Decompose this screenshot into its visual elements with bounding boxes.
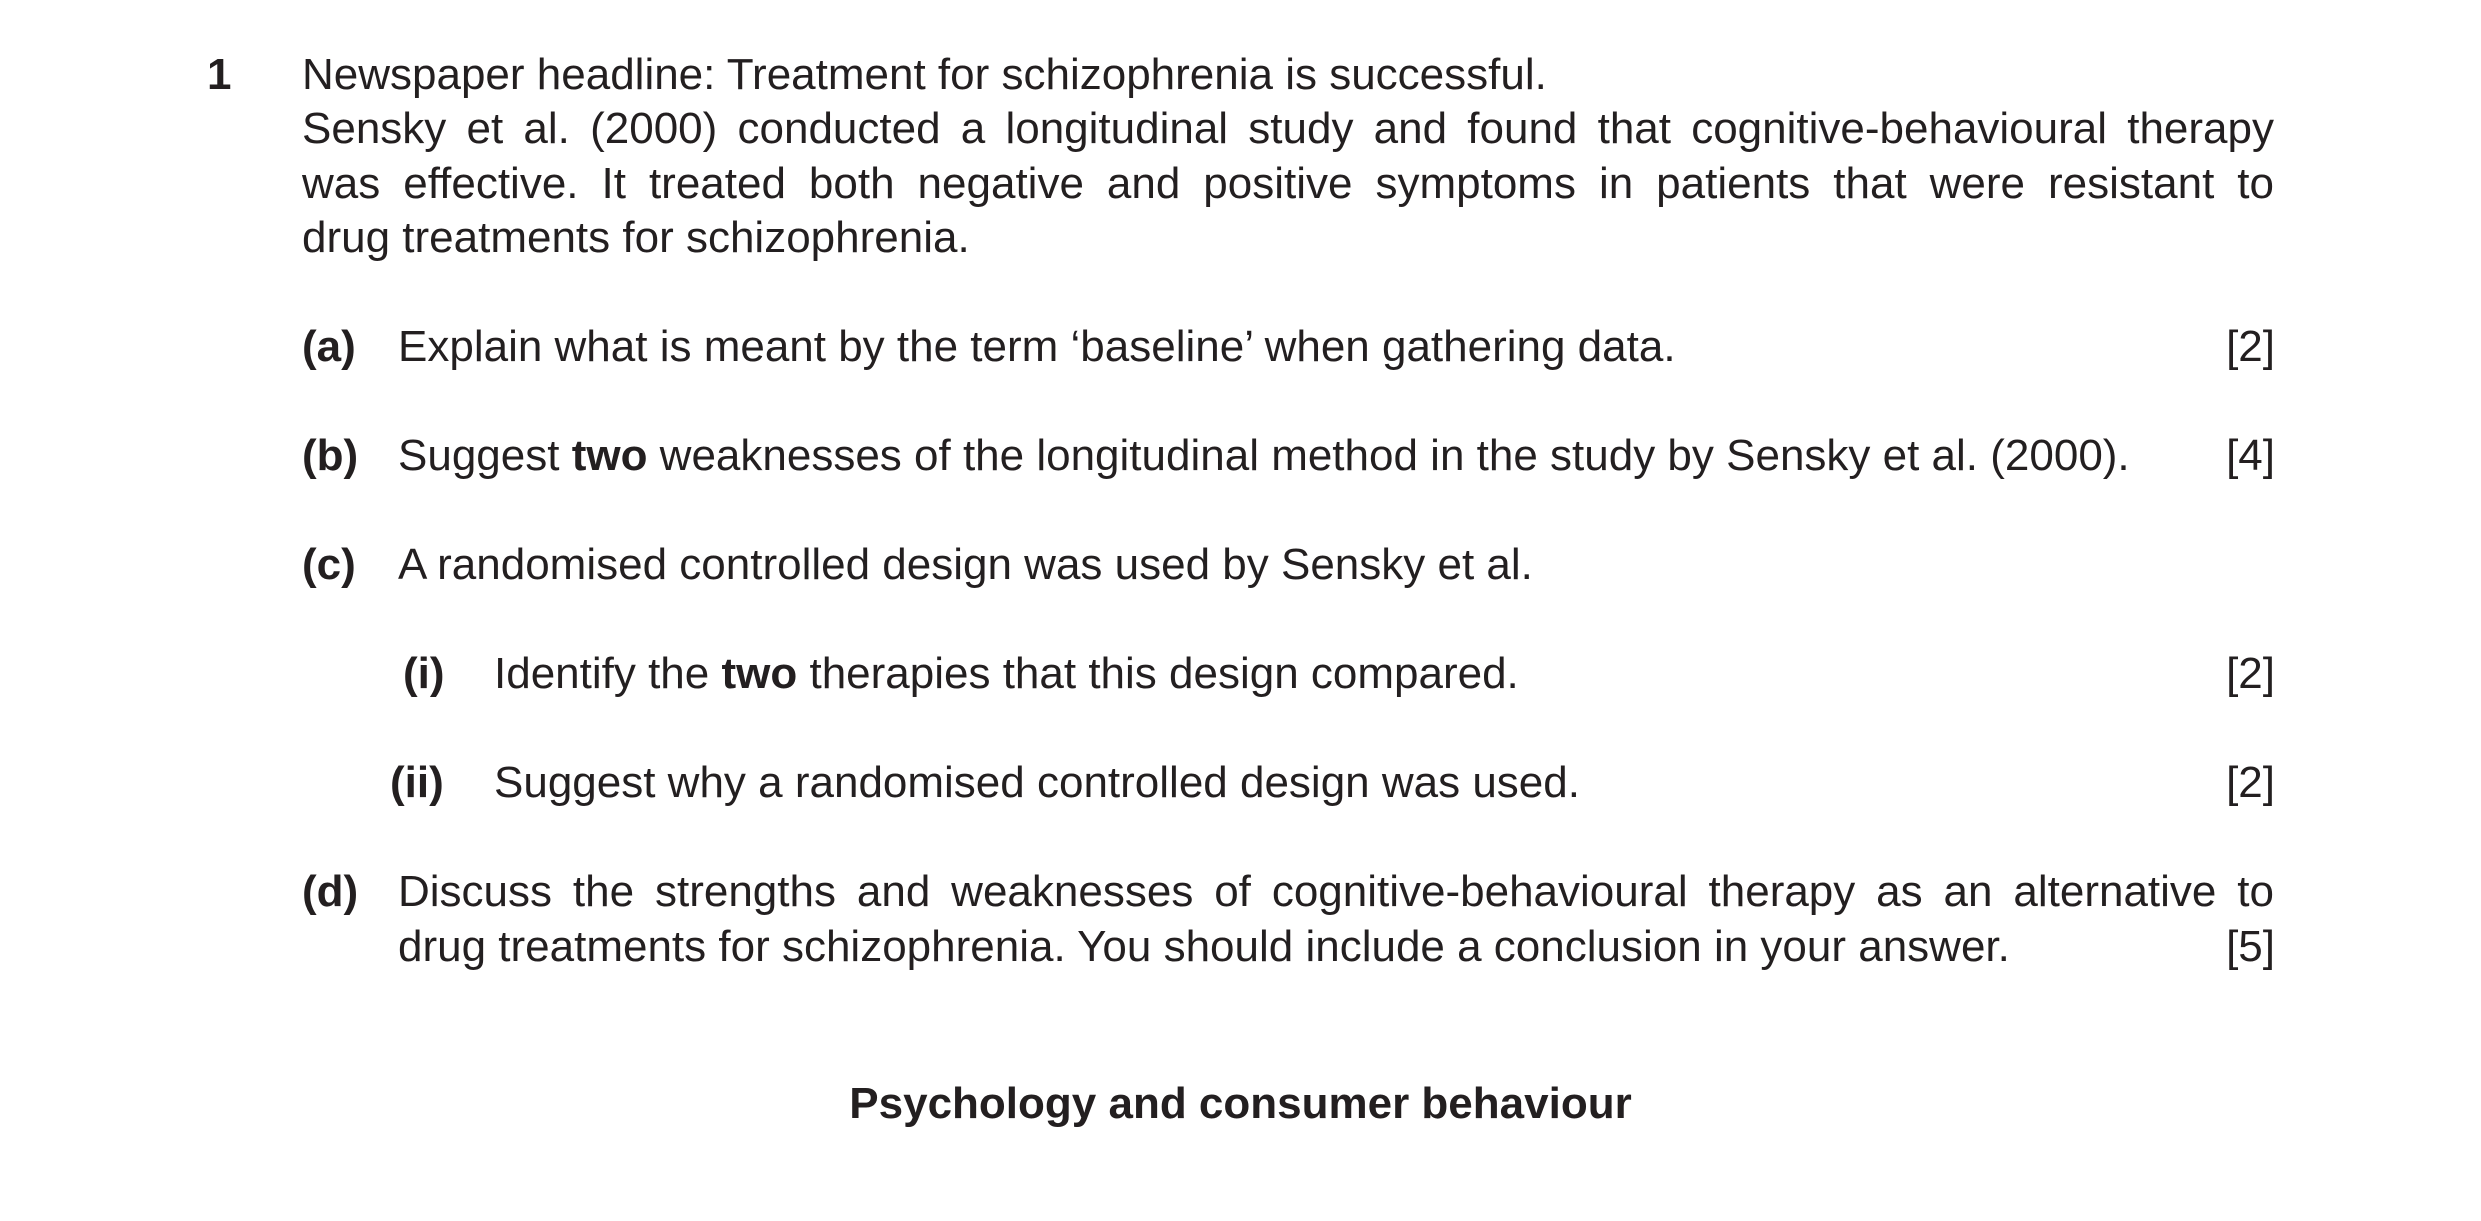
part-d-line-2: drug treatments for schizophrenia. You should include a conclusion in your answer. [398, 922, 2010, 971]
part-c-ii-label: (ii) [390, 758, 444, 807]
part-c-ii-marks: [2] [2226, 758, 2275, 807]
part-d-label: (d) [302, 867, 359, 916]
part-c-ii-text: Suggest why a randomised controlled design was used. [494, 758, 1580, 807]
part-c-i-text-after: therapies that this design compared. [797, 649, 1519, 698]
part-c-text: A randomised controlled design was used by Sensky et al. [398, 540, 1533, 589]
question-number: 1 [207, 50, 232, 99]
part-b-marks: [4] [2226, 431, 2275, 480]
part-b-text-bold: two [571, 431, 648, 480]
part-d-line-1: Discuss the strengths and weaknesses of cognitive-behavioural therapy as an alternative to [398, 867, 2274, 916]
part-c-i-text [494, 647, 1519, 701]
part-c-i-marks: [2] [2226, 649, 2275, 698]
part-c-label: (c) [302, 540, 356, 589]
part-c-i-text-before: Identify the [494, 649, 722, 698]
part-a-label: (a) [302, 322, 356, 371]
section-title: Psychology and consumer behaviour [849, 1079, 1632, 1128]
part-b-text-before: Suggest [398, 431, 572, 480]
stem-line-4: drug treatments for schizophrenia. [302, 213, 970, 262]
part-a-marks: [2] [2226, 322, 2275, 371]
part-b-text-after: weaknesses of the longitudinal method in the study by Sensky et al. (2000). [647, 431, 2130, 480]
stem-line-3: was effective. It treated both negative and positive symptoms in patients that were resistant to [302, 159, 2274, 208]
stem-headline: Newspaper headline: Treatment for schizophrenia is successful. [302, 50, 1547, 99]
part-b-text [398, 429, 2130, 483]
part-c-i-label: (i) [403, 649, 445, 698]
part-b-label: (b) [302, 431, 359, 480]
part-d-marks: [5] [2226, 922, 2275, 971]
part-c-i-text-bold: two [721, 649, 798, 698]
stem-line-2: Sensky et al. (2000) conducted a longitudinal study and found that cognitive-behavioural therapy [302, 104, 2274, 153]
part-a-text: Explain what is meant by the term ‘baseline’ when gathering data. [398, 322, 1676, 371]
